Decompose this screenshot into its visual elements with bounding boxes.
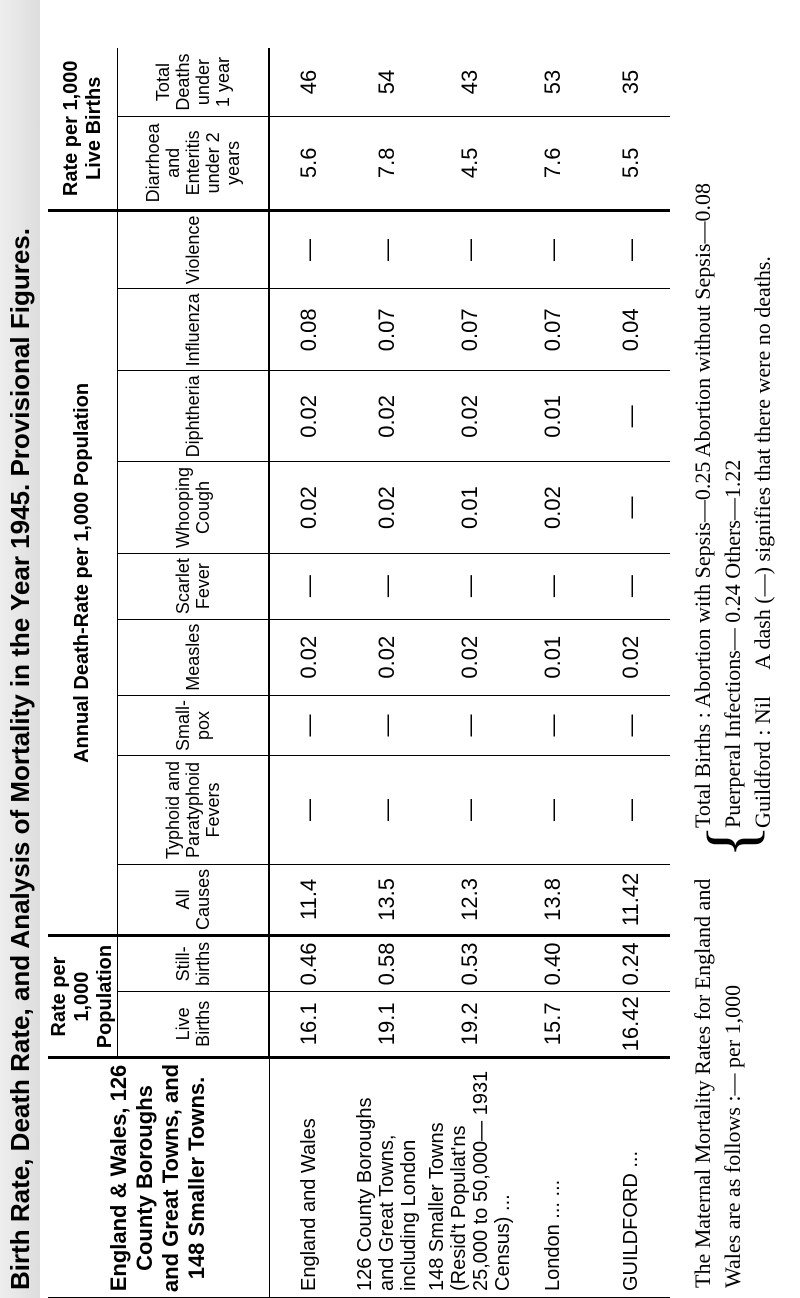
footnote-details xyxy=(688,8,778,828)
table-row xyxy=(269,48,348,1298)
cell-violence: — xyxy=(514,210,592,289)
row-label: England and Wales xyxy=(269,1058,348,1298)
cell-scarlet-fever: — xyxy=(592,553,670,619)
cell-typhoid: — xyxy=(514,756,592,864)
col-scarlet-fever: Scarlet Fever xyxy=(118,553,270,619)
cell-influenza: 0.08 xyxy=(269,289,348,371)
cell-measles: 0.01 xyxy=(514,619,592,695)
cell-smallpox: — xyxy=(269,695,348,756)
statistics-table xyxy=(48,48,670,1298)
cell-violence: — xyxy=(592,210,670,289)
cell-total-deaths: 43 xyxy=(426,48,514,117)
cell-diphtheria: 0.02 xyxy=(426,371,514,462)
cell-diarrhoea: 7.6 xyxy=(514,117,592,210)
table-row xyxy=(348,48,426,1298)
cell-diphtheria: — xyxy=(592,371,670,462)
cell-scarlet-fever: — xyxy=(348,553,426,619)
cell-diarrhoea: 7.8 xyxy=(348,117,426,210)
group-live-births: Rate per 1,000 Live Births xyxy=(48,48,118,210)
cell-typhoid: — xyxy=(269,756,348,864)
cell-scarlet-fever: — xyxy=(269,553,348,619)
cell-whooping-cough: 0.01 xyxy=(426,462,514,553)
cell-whooping-cough: 0.02 xyxy=(514,462,592,553)
footnote-per: per 1,000 xyxy=(720,984,745,1068)
col-all-causes: All Causes xyxy=(118,864,270,936)
col-diarrhoea: Diarrhoea and Enteritis under 2 years xyxy=(118,117,270,210)
cell-violence: — xyxy=(426,210,514,289)
cell-live-births: 15.7 xyxy=(514,991,592,1057)
page-title: Birth Rate, Death Rate, and Analysis of Mortality in the Year 1945. Provisional Figures. xyxy=(0,0,40,1298)
cell-scarlet-fever: — xyxy=(426,553,514,619)
col-violence: Violence xyxy=(118,210,270,289)
col-smallpox: Small-pox xyxy=(118,695,270,756)
footnote-line-3 xyxy=(748,8,778,828)
table-row xyxy=(514,48,592,1298)
cell-diarrhoea: 4.5 xyxy=(426,117,514,210)
footnote-intro xyxy=(688,868,748,1288)
cell-diphtheria: 0.02 xyxy=(348,371,426,462)
cell-still-births: 0.46 xyxy=(269,936,348,991)
cell-smallpox: — xyxy=(514,695,592,756)
cell-typhoid: — xyxy=(592,756,670,864)
row-header: England & Wales, 126 County Boroughs and Great Towns, and 148 Smaller Towns. xyxy=(48,1058,269,1298)
cell-diphtheria: 0.01 xyxy=(514,371,592,462)
row-label: GUILDFORD ... xyxy=(592,1058,670,1298)
cell-influenza: 0.07 xyxy=(514,289,592,371)
cell-whooping-cough: 0.02 xyxy=(348,462,426,553)
group-population: Rate per 1,000 Population xyxy=(48,936,118,1058)
cell-diphtheria: 0.02 xyxy=(269,371,348,462)
cell-total-deaths: 46 xyxy=(269,48,348,117)
cell-live-births: 16.1 xyxy=(269,991,348,1057)
cell-live-births: 19.2 xyxy=(426,991,514,1057)
col-typhoid: Typhoid and Paratyphoid Fevers xyxy=(118,756,270,864)
cell-total-deaths: 54 xyxy=(348,48,426,117)
cell-influenza: 0.07 xyxy=(348,289,426,371)
cell-measles: 0.02 xyxy=(426,619,514,695)
cell-violence: — xyxy=(269,210,348,289)
col-live-births: Live Births xyxy=(118,991,270,1057)
cell-whooping-cough: — xyxy=(592,462,670,553)
row-label: London ... ... xyxy=(514,1058,592,1298)
cell-total-deaths: 53 xyxy=(514,48,592,117)
cell-still-births: 0.24 xyxy=(592,936,670,991)
col-whooping-cough: Whooping Cough xyxy=(118,462,270,553)
guildford-label: Guildford : xyxy=(750,729,775,828)
cell-scarlet-fever: — xyxy=(514,553,592,619)
footnote-intro-text: The Maternal Mortality Rates for England and Wales are as follows :— xyxy=(690,878,745,1288)
cell-all-causes: 11.4 xyxy=(269,864,348,936)
col-influenza: Influenza xyxy=(118,289,270,371)
row-label: 126 County Boroughs and Great Towns, including London xyxy=(348,1058,426,1298)
col-total-deaths: Total Deaths under 1 year xyxy=(118,48,270,117)
col-measles: Measles xyxy=(118,619,270,695)
cell-influenza: 0.04 xyxy=(592,289,670,371)
guildford-value: Nil xyxy=(750,695,775,725)
cell-measles: 0.02 xyxy=(592,619,670,695)
cell-diarrhoea: 5.6 xyxy=(269,117,348,210)
row-label: 148 Smaller Towns (Resid't Populat'ns 25,000 to 50,000— 1931 Census) ... xyxy=(426,1058,514,1298)
brace-icon: { xyxy=(694,824,771,858)
cell-all-causes: 12.3 xyxy=(426,864,514,936)
cell-measles: 0.02 xyxy=(348,619,426,695)
cell-typhoid: — xyxy=(348,756,426,864)
cell-measles: 0.02 xyxy=(269,619,348,695)
col-diphtheria: Diphtheria xyxy=(118,371,270,462)
cell-influenza: 0.07 xyxy=(426,289,514,371)
table-row xyxy=(426,48,514,1298)
cell-smallpox: — xyxy=(592,695,670,756)
group-death-rate: Annual Death-Rate per 1,000 Population xyxy=(48,210,118,936)
cell-still-births: 0.58 xyxy=(348,936,426,991)
cell-typhoid: — xyxy=(426,756,514,864)
footnote-line-2: Puerperal Infections— 0.24 Others—1.22 xyxy=(720,459,745,828)
cell-all-causes: 11.42 xyxy=(592,864,670,936)
footnote-line-1: Total Births : Abortion with Sepsis—0.25 Abortion without Sepsis—0.08 xyxy=(690,182,715,828)
cell-whooping-cough: 0.02 xyxy=(269,462,348,553)
cell-still-births: 0.40 xyxy=(514,936,592,991)
cell-all-causes: 13.5 xyxy=(348,864,426,936)
cell-still-births: 0.53 xyxy=(426,936,514,991)
cell-live-births: 16.42 xyxy=(592,991,670,1057)
cell-all-causes: 13.8 xyxy=(514,864,592,936)
cell-total-deaths: 35 xyxy=(592,48,670,117)
table-row xyxy=(592,48,670,1298)
col-still-births: Still-births xyxy=(118,936,270,991)
cell-smallpox: — xyxy=(426,695,514,756)
cell-smallpox: — xyxy=(348,695,426,756)
cell-diarrhoea: 5.5 xyxy=(592,117,670,210)
dash-note: A dash (—) signifies that there were no deaths. xyxy=(750,256,775,670)
cell-violence: — xyxy=(348,210,426,289)
cell-live-births: 19.1 xyxy=(348,991,426,1057)
